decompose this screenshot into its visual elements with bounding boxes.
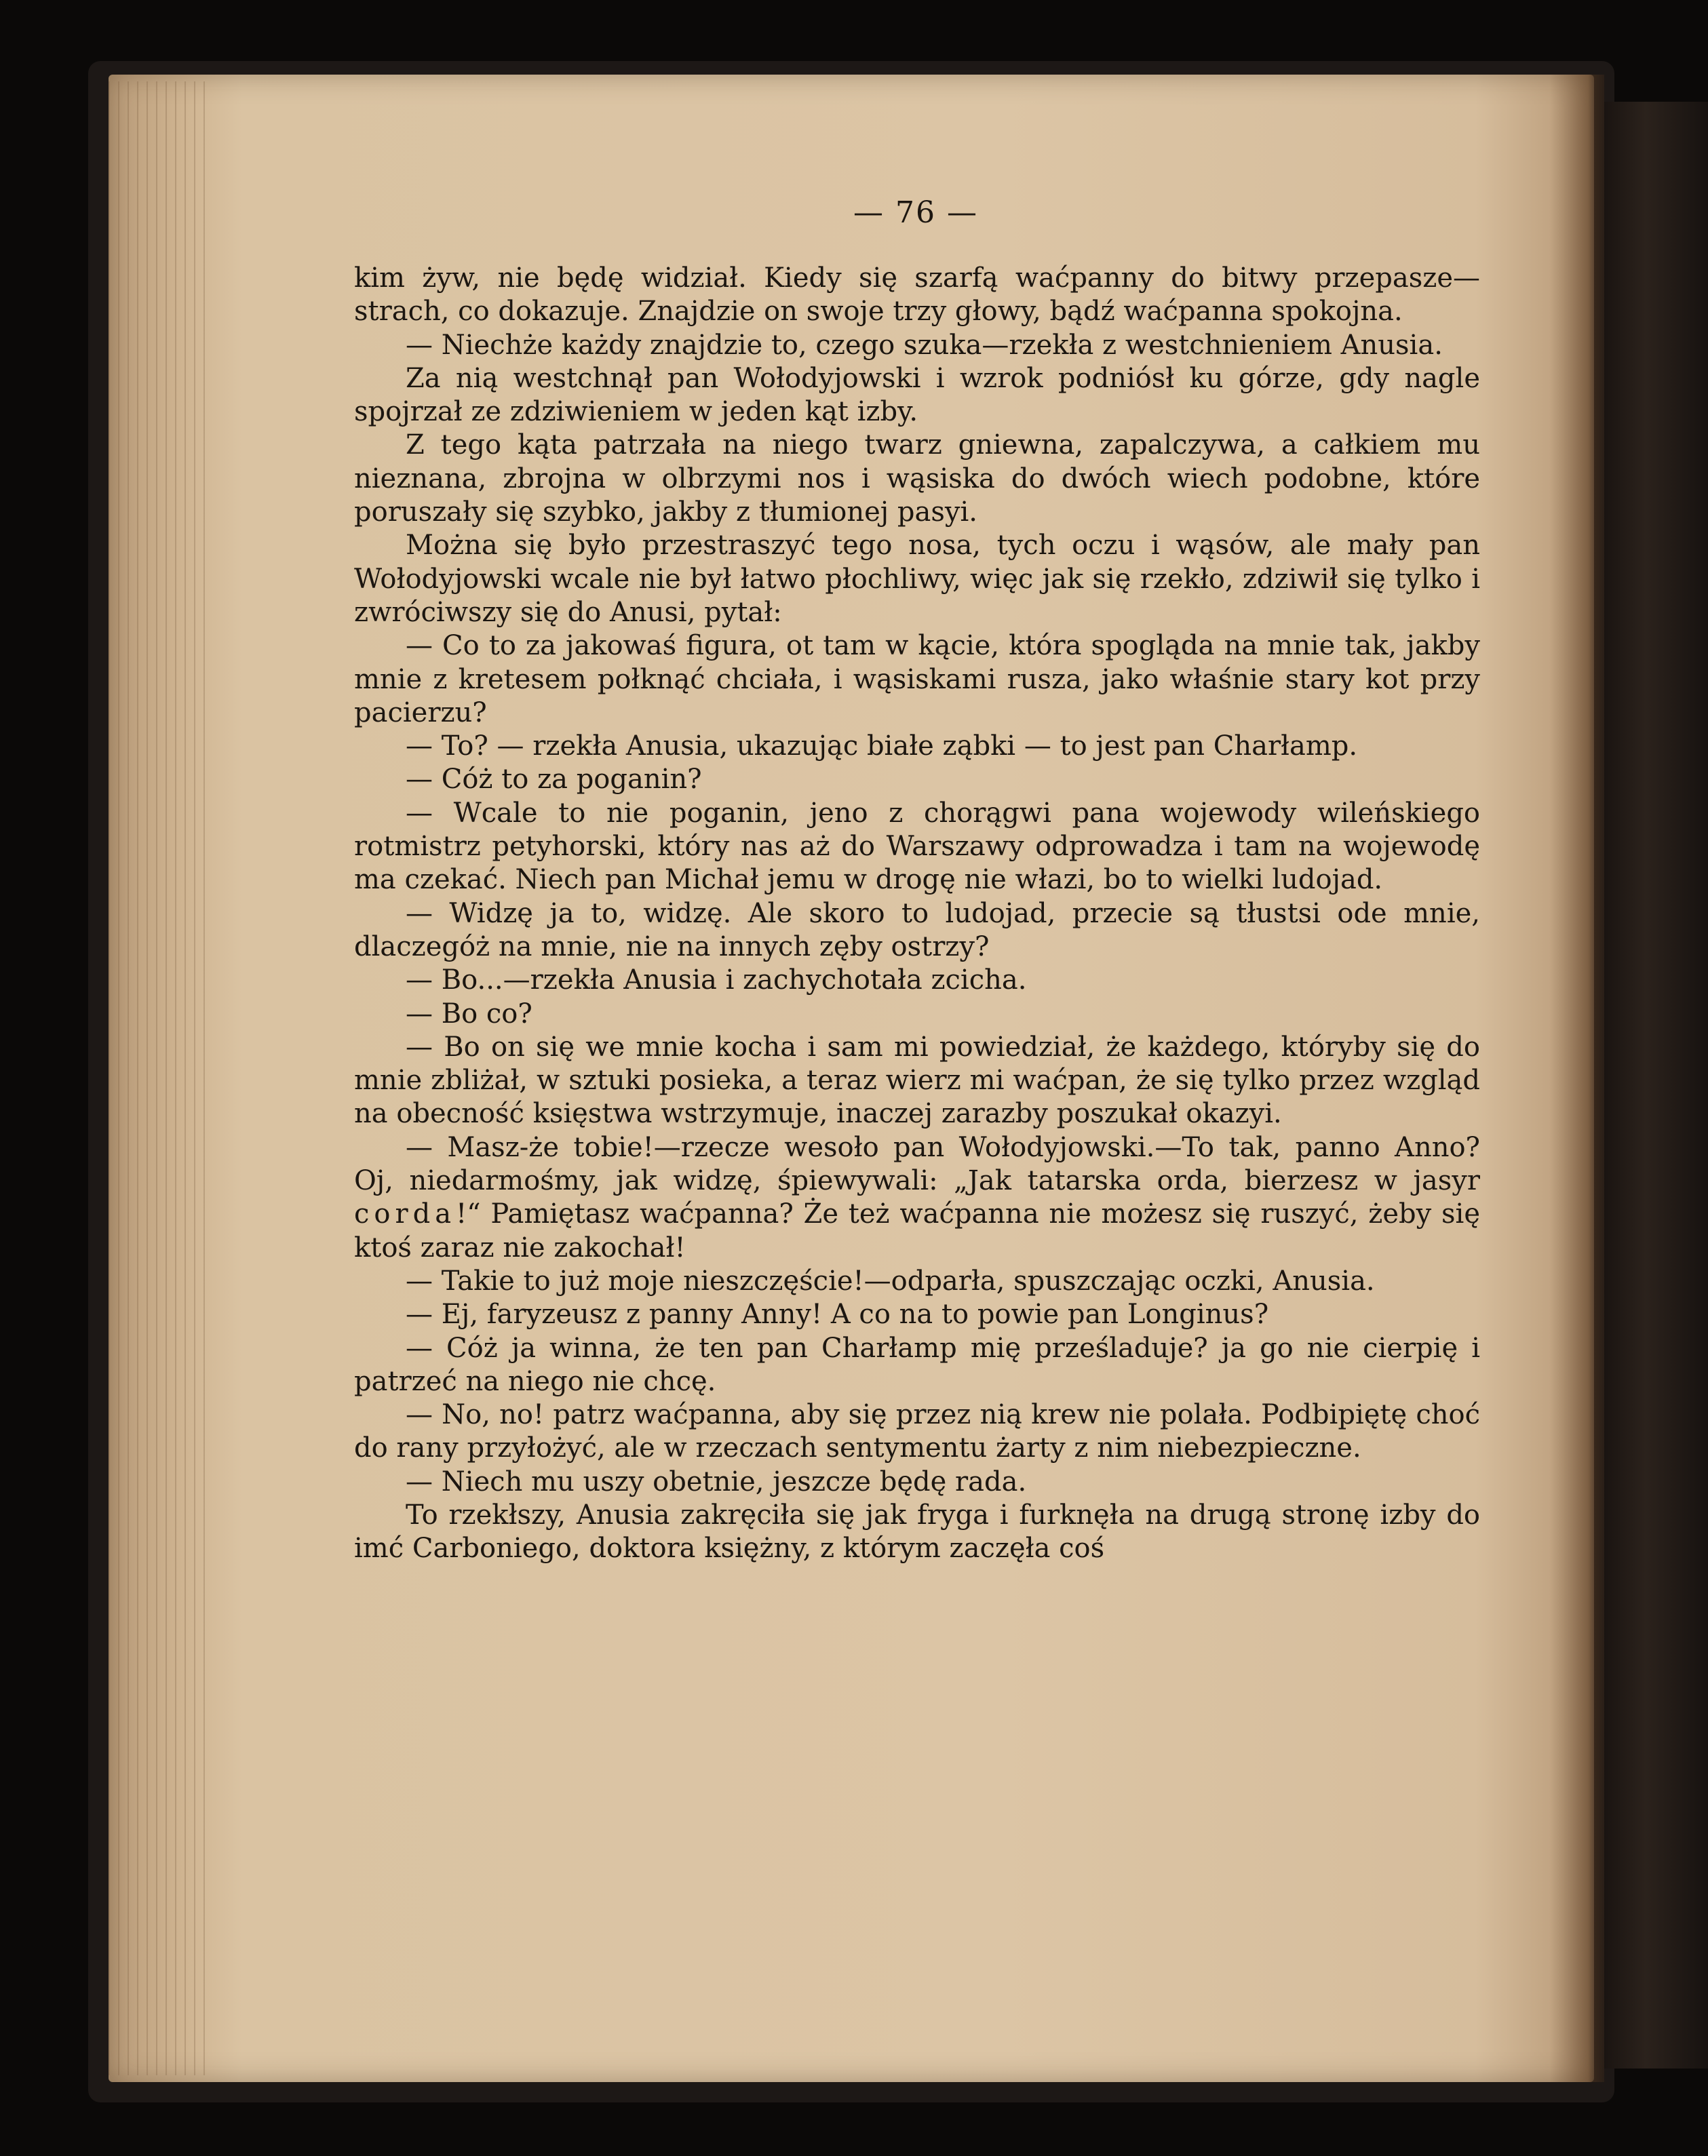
facing-page-edge: [1604, 102, 1708, 2069]
paragraph-16: — Ej, faryzeusz z panny Anny! A co na to powie pan Longinus?: [406, 1299, 1269, 1331]
paragraph-1: kim żyw, nie będę widział. Kiedy się szarfą waćpanny do bitwy przepasze—strach, co dokazuje. Znajdzie on swoje trzy głowy, bądź waćpanna spokojna.: [354, 262, 1480, 328]
page-edges: [109, 81, 210, 2075]
paragraph-7: — To? — rzekła Anusia, ukazując białe ząbki — to jest pan Charłamp.: [406, 730, 1358, 762]
paragraph-8: — Cóż to za poganin?: [406, 764, 702, 796]
paragraph-9: — Wcale to nie poganin, jeno z chorągwi pana wojewody wileńskiego rotmistrz petyhorski, który nas aż do Warszawy odprowadza i tam na wojewodę ma czekać. Niech pan Michał jemu w drogę nie włazi, bo to wielki ludojad.: [354, 797, 1480, 896]
paragraph-14-end: !“ Pamiętasz waćpanna? Że też waćpanna nie możesz się ruszyć, żeby się ktoś zaraz nie zakochał!: [354, 1198, 1480, 1263]
paragraph-14: [354, 1131, 1480, 1265]
body-text: [354, 262, 1480, 1566]
paragraph-18: — No, no! patrz waćpanna, aby się przez nią krew nie polała. Podbipiętę choć do rany przyłożyć, ale w rzeczach sentymentu żarty z nim niebezpieczne.: [354, 1399, 1480, 1464]
paragraph-14-start: — Masz-że tobie!—rzecze wesoło pan Wołodyjowski.—To tak, panno Anno? Oj, niedarmośmy, jak widzę, śpiewywali: „Jak tatarska orda, bierzesz w jasyr: [354, 1131, 1480, 1197]
paragraph-20: To rzekłszy, Anusia zakręciła się jak fryga i furknęła na drugą stronę izby do imć Carboniego, doktora księżny, z którym zaczęła coś: [354, 1499, 1480, 1565]
paragraph-13: — Bo on się we mnie kocha i sam mi powiedział, że każdego, któryby się do mnie zbliżał, w sztuki posieka, a teraz wierz mi waćpan, że się tylko przez wzgląd na obecność księstwa wstrzymuje, inaczej zarazby poszukał okazyi.: [354, 1031, 1480, 1130]
paragraph-11: — Bo...—rzekła Anusia i zachychotała zcicha.: [406, 964, 1027, 996]
paragraph-17: — Cóż ja winna, że ten pan Charłamp mię prześladuje? ja go nie cierpię i patrzeć na niego nie chcę.: [354, 1332, 1480, 1397]
paragraph-3: Za nią westchnął pan Wołodyjowski i wzrok podniósł ku górze, gdy nagle spojrzał ze zdziwieniem w jeden kąt izby.: [354, 362, 1480, 428]
paragraph-5: Można się było przestraszyć tego nosa, tych oczu i wąsów, ale mały pan Wołodyjowski wcale nie był łatwo płochliwy, więc jak się rzekło, zdziwił się tylko i zwróciwszy się do Anusi, pytał:: [354, 530, 1480, 628]
spaced-word: corda: [354, 1198, 457, 1230]
paragraph-6: — Co to za jakowaś figura, ot tam w kącie, która spogląda na mnie tak, jakby mnie z kretesem połknąć chciała, i wąsiskami rusza, jako właśnie stary kot przy pacierzu?: [354, 630, 1480, 728]
paragraph-10: — Widzę ja to, widzę. Ale skoro to ludojad, przecie są tłustsi ode mnie, dlaczegóż na mnie, nie na innych zęby ostrzy?: [354, 897, 1480, 962]
page-number: — 76 —: [853, 195, 978, 230]
paragraph-4: Z tego kąta patrzała na niego twarz gniewna, zapalczywa, a całkiem mu nieznana, zbrojna w olbrzymi nos i wąsiska do dwóch wiech podobne, które poruszały się szybko, jakby z tłumionej pasyi.: [354, 429, 1480, 528]
book-gutter: [1550, 75, 1604, 2082]
paragraph-2: — Niechże każdy znajdzie to, czego szuka—rzekła z westchnieniem Anusia.: [406, 329, 1443, 361]
paragraph-19: — Niech mu uszy obetnie, jeszcze będę rada.: [406, 1466, 1027, 1497]
paragraph-12: — Bo co?: [406, 998, 532, 1030]
paragraph-15: — Takie to już moje nieszczęście!—odparła, spuszczając oczki, Anusia.: [406, 1265, 1375, 1297]
